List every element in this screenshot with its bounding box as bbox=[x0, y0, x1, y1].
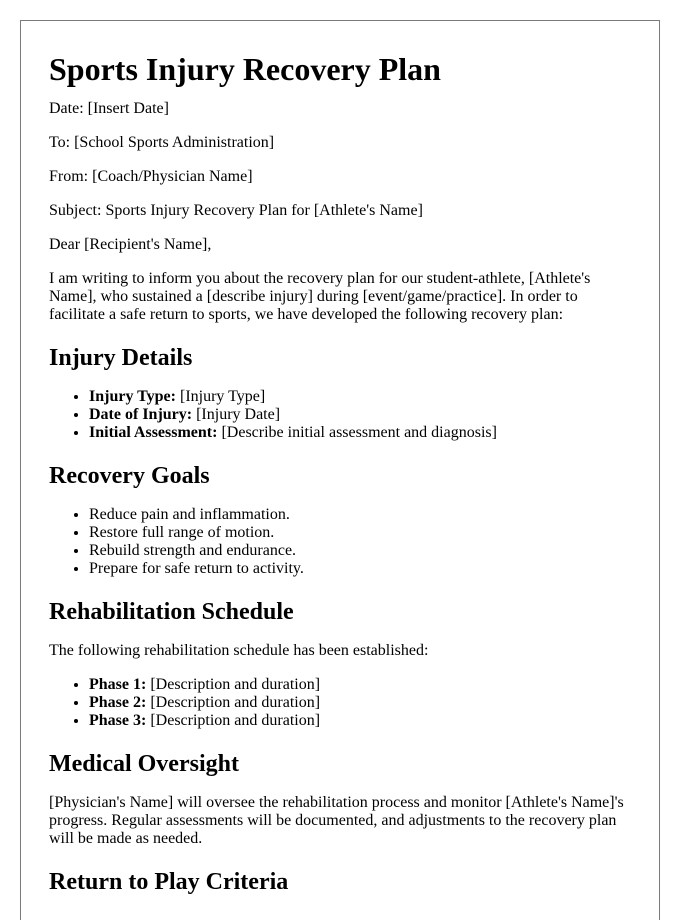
item-value: [Describe initial assessment and diagnosis] bbox=[217, 424, 497, 441]
injury-details-list bbox=[49, 388, 631, 442]
list-item bbox=[89, 676, 631, 694]
list-item: • Rebuild strength and endurance. bbox=[89, 542, 631, 560]
list-item bbox=[89, 406, 631, 424]
item-label: Phase 1: bbox=[89, 676, 147, 693]
rehab-schedule-heading: Rehabilitation Schedule bbox=[49, 599, 294, 625]
recovery-goals-heading: Recovery Goals bbox=[49, 463, 210, 489]
to-line: To: [School Sports Administration] bbox=[49, 134, 275, 151]
item-value: [Description and duration] bbox=[146, 694, 321, 711]
recovery-goals-list bbox=[49, 506, 631, 578]
list-item bbox=[89, 424, 631, 442]
list-item: • Prepare for safe return to activity. bbox=[89, 560, 631, 578]
item-label: Date of Injury: bbox=[89, 406, 193, 423]
item-value: [Injury Type] bbox=[175, 388, 266, 405]
from-line: From: [Coach/Physician Name] bbox=[49, 168, 253, 185]
date-line: Date: [Insert Date] bbox=[49, 100, 169, 117]
item-label: Phase 3: bbox=[89, 712, 147, 729]
subject-line: Subject: Sports Injury Recovery Plan for [Athlete's Name] bbox=[49, 202, 423, 219]
list-item bbox=[89, 388, 631, 406]
list-item: • Restore full range of motion. bbox=[89, 524, 631, 542]
page-title: Sports Injury Recovery Plan bbox=[49, 51, 441, 87]
item-label: Initial Assessment: bbox=[89, 424, 218, 441]
medical-oversight-heading: Medical Oversight bbox=[49, 751, 239, 777]
return-to-play-heading: Return to Play Criteria bbox=[49, 869, 289, 895]
list-item: • Reduce pain and inflammation. bbox=[89, 506, 631, 524]
list-item bbox=[89, 694, 631, 712]
medical-oversight-body: [Physician's Name] will oversee the rehabilitation process and monitor [Athlete's Name]'s progress. Regular assessments will be documented, and adjustments to the recovery plan will be made as needed. bbox=[49, 794, 624, 847]
item-value: [Description and duration] bbox=[146, 712, 321, 729]
intro-paragraph: I am writing to inform you about the recovery plan for our student-athlete, [Athlete's Name], who sustained a [describe injury] during [event/game/practice]. In order to facilitate a safe return to sports, we have developed the following recovery plan: bbox=[49, 270, 591, 323]
list-item bbox=[89, 712, 631, 730]
letter-page bbox=[20, 20, 660, 920]
rehab-schedule-list bbox=[49, 676, 631, 730]
salutation: Dear [Recipient's Name], bbox=[49, 236, 212, 253]
item-label: Phase 2: bbox=[89, 694, 147, 711]
rehab-schedule-intro: The following rehabilitation schedule has been established: bbox=[49, 642, 429, 659]
item-value: [Description and duration] bbox=[146, 676, 321, 693]
item-label: Injury Type: bbox=[89, 388, 176, 405]
injury-details-heading: Injury Details bbox=[49, 345, 193, 371]
item-value: [Injury Date] bbox=[192, 406, 281, 423]
